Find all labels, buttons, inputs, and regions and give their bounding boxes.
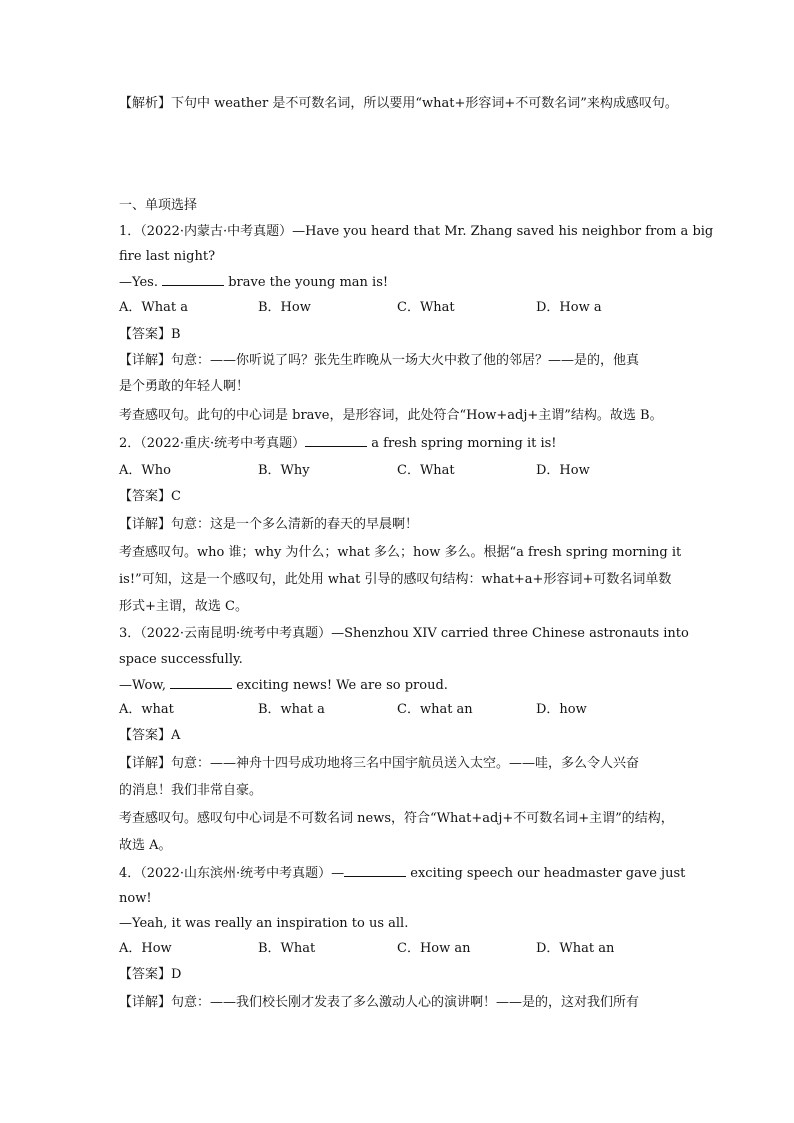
q4-blank [344,864,406,877]
q4-option-c: C．How an [397,941,471,956]
q4-stem-line2: now! [119,891,152,906]
q2-blank [305,434,367,447]
q3-detail-line3: 考查感叹句。感叹句中心词是不可数名词 news，符合“What+adj+不可数名词+主谓”的结构， [119,811,674,826]
q3-option-b: B．what a [258,702,325,717]
q4-stem-suffix: exciting speech our headmaster gave just [406,866,686,881]
q1-blank [162,273,224,286]
q3-answer: 【答案】A [119,728,181,743]
q2-option-c: C．What [397,463,455,478]
q4-option-b: B．What [258,941,316,956]
q1-detail-line3: 考查感叹句。此句的中心词是 brave，是形容词，此处符合“How+adj+主谓”结构。故选 B。 [119,408,663,423]
q2-option-a: A．Who [119,463,171,478]
q4-detail-line1: 【详解】句意：——我们校长刚才发表了多么激动人心的演讲啊！——是的，这对我们所有 [119,995,640,1010]
q1-stem-line2: fire last night? [119,249,216,264]
intro-analysis-note: 【解析】下句中 weather 是不可数名词，所以要用“what+形容词+不可数名词”来构成感叹句。 [119,96,678,111]
q3-detail-line1: 【详解】句意：——神舟十四号成功地将三名中国宇航员送入太空。——哇，多么令人兴奋 [119,756,640,771]
q2-answer: 【答案】C [119,489,181,504]
q3-blank [170,676,232,689]
q4-answer: 【答案】D [119,967,182,982]
q2-detail-line1: 【详解】句意：这是一个多么清新的春天的早晨啊！ [119,517,419,532]
q4-option-d: D．What an [536,941,615,956]
q4-stem-line1 [119,864,685,882]
q3-stem-line3 [119,676,448,694]
q3-option-a: A．what [119,702,174,717]
q3-stem-prefix: —Wow, [119,678,171,693]
q1-option-c: C．What [397,300,455,315]
q1-stem-line1: 1．（2022·内蒙古·中考真题）—Have you heard that Mr. Zhang saved his neighbor from a big [119,224,714,239]
q1-detail-line2: 是个勇敢的年轻人啊！ [119,379,250,394]
q2-detail-line3: is!”可知，这是一个感叹句，此处用 what 引导的感叹句结构：what+a+形容词+可数名词单数 [119,572,672,587]
q4-stem-line3: —Yeah, it was really an inspiration to us all. [119,916,409,931]
q1-stem-suffix: brave the young man is! [224,275,389,290]
q2-detail-line2: 考查感叹句。who 谁；why 为什么；what 多么；how 多么。根据“a fresh spring morning it [119,545,682,560]
q3-stem-line1: 3．（2022·云南昆明·统考中考真题）—Shenzhou XIV carried three Chinese astronauts into [119,626,689,641]
q2-stem-prefix: 2．（2022·重庆·统考中考真题） [119,436,306,451]
q2-option-d: D．How [536,463,590,478]
q1-detail-line1: 【详解】句意：——你听说了吗？张先生昨晚从一场大火中救了他的邻居？——是的，他真 [119,353,640,368]
q1-stem-prefix: —Yes. [119,275,163,290]
q3-option-d: D．how [536,702,587,717]
q2-stem [119,434,557,452]
q2-detail-line4: 形式+主谓，故选 C。 [119,599,248,614]
q3-stem-line2: space successfully. [119,652,243,667]
q1-stem-line3 [119,273,388,291]
q1-option-b: B．How [258,300,311,315]
q3-detail-line4: 故选 A。 [119,838,172,853]
q2-stem-suffix: a fresh spring morning it is! [367,436,557,451]
q3-option-c: C．what an [397,702,473,717]
q3-detail-line2: 的消息！我们非常自豪。 [119,783,263,798]
q1-answer: 【答案】B [119,327,181,342]
q1-option-d: D．How a [536,300,602,315]
section-title: 一、单项选择 [119,198,198,213]
q3-stem-suffix: exciting news! We are so proud. [232,678,448,693]
q1-option-a: A．What a [119,300,188,315]
q4-option-a: A．How [119,941,172,956]
q4-stem-prefix: 4．（2022·山东滨州·统考中考真题）— [119,866,345,881]
q2-option-b: B．Why [258,463,310,478]
